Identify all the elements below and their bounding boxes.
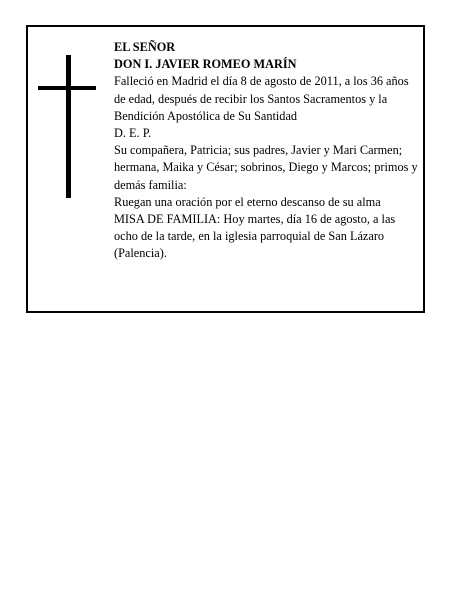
dep-line: D. E. P. xyxy=(114,126,152,141)
obituary-notice xyxy=(26,25,425,313)
death-statement: Falleció en Madrid el día 8 de agosto de 2011, a los 36 años de edad, después de recibir los Santos Sacramentos y la Bendición Apostólica de Su Santidad xyxy=(114,74,409,123)
mass-info: MISA DE FAMILIA: Hoy martes, día 16 de agosto, a las ocho de la tarde, en la iglesia parroquial de San Lázaro (Palencia). xyxy=(114,212,396,261)
cross-vertical-bar xyxy=(66,55,71,198)
family-list: Su compañera, Patricia; sus padres, Javier y Mari Carmen; hermana, Maika y César; sobrinos, Diego y Marcos; primos y demás familia: xyxy=(114,143,418,192)
prayer-request: Ruegan una oración por el eterno descanso de su alma xyxy=(114,194,381,209)
cross-horizontal-bar xyxy=(38,86,96,90)
obituary-heading: EL SEÑOR xyxy=(114,40,176,54)
obituary-text xyxy=(114,39,420,263)
deceased-name: DON I. JAVIER ROMEO MARÍN xyxy=(114,57,297,72)
